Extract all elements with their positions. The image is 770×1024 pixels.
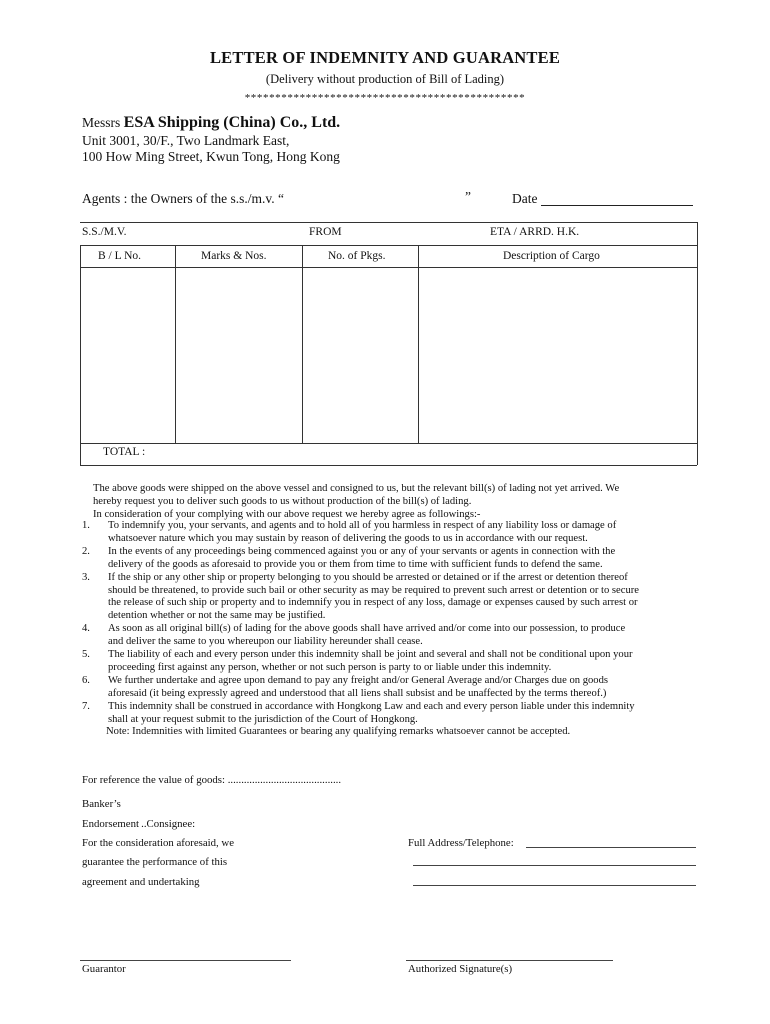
addressee-line (82, 114, 340, 132)
total-label: TOTAL : (103, 446, 146, 458)
separator-stars: ********************************************** (244, 92, 526, 104)
column-divider-1 (175, 245, 176, 443)
full-address-label: Full Address/Telephone: (408, 837, 514, 849)
guarantor-label: Guarantor (82, 963, 126, 975)
table-left-border (80, 245, 81, 465)
address-field-line-2[interactable] (413, 865, 696, 866)
clause-text-line: To indemnify you, your servants, and agents and to hold all of you harmless in respect of any liability loss or damage of (108, 520, 617, 531)
clause-text-line: delivery of the goods as aforesaid to provide you or them from time to time with sufficient funds to defend the same. (108, 558, 603, 570)
clause-text-line: should be threatened, to provide such bail or other security as may be required to prevent such arrest or detention or to secure (108, 584, 639, 596)
table-top-border (80, 222, 697, 223)
intro-line-1: The above goods were shipped on the above vessel and consigned to us, but the relevant bill(s) of lading not yet arrived. We (93, 483, 620, 494)
address-field-line-1[interactable] (526, 847, 696, 848)
clause-text-line: whatsoever nature which you may sustain by reason of delivering the goods to us in accordance with our request. (108, 532, 588, 544)
clause-text-line: aforesaid (it being expressly agreed and understood that all liens shall subsist and be unaffected by the terms thereof.) (108, 687, 607, 699)
header-row-border (80, 267, 697, 268)
endorsement-label: Endorsement ..Consignee: (82, 818, 196, 830)
intro-line-2: hereby request you to deliver such goods to us without production of the bill(s) of lading. (93, 496, 472, 507)
clause-text-line: detention whether or not the same may be justified. (108, 610, 326, 622)
clause-text-line: and deliver the same to you whereupon our liability hereunder shall cease. (108, 636, 423, 648)
total-row-top-border (80, 443, 697, 444)
intro-line-3: In consideration of your complying with our above request we hereby agree as followings:- (93, 509, 481, 520)
messrs-label: Messrs (82, 115, 121, 130)
column-divider-3 (418, 245, 419, 443)
clause-text-line: As soon as all original bill(s) of lading for the above goods shall have arrived and/or come into our possession, to produce (108, 623, 626, 635)
table-right-border (697, 222, 698, 465)
company-name: ESA Shipping (China) Co., Ltd. (123, 114, 341, 131)
address-field-line-3[interactable] (413, 885, 696, 886)
eta-label: ETA / ARRD. H.K. (490, 226, 580, 238)
consideration-line-1: For the consideration aforesaid, we (82, 837, 235, 849)
document-title: LETTER OF INDEMNITY AND GUARANTEE (209, 48, 561, 67)
clause-text-line: shall at your request submit to the jurisdiction of the Court of Hongkong. (108, 713, 418, 725)
clause-text-line: This indemnity shall be construed in accordance with Hongkong Law and each and every person liable under this indemnity (108, 700, 635, 712)
vessel-row-border (80, 245, 697, 246)
authorized-signature-label: Authorized Signature(s) (408, 963, 513, 975)
clause-text-line: the release of such ship or property and to indemnify you in respect of any loss, damage or expenses caused by such arrest or (108, 597, 638, 609)
note-text: Note: Indemnities with limited Guarantees or bearing any qualifying remarks whatsoever cannot be accepted. (106, 726, 571, 737)
column-divider-2 (302, 245, 303, 443)
address-line-1: Unit 3001, 30/F., Two Landmark East, (82, 133, 290, 148)
pkgs-header: No. of Pkgs. (328, 250, 386, 262)
clause-number: 3. (82, 571, 90, 583)
reference-value: For reference the value of goods: .......................................... (82, 774, 342, 786)
consideration-line-3: agreement and undertaking (82, 876, 200, 888)
vessel-close-quote: ” (465, 189, 471, 204)
from-label: FROM (309, 226, 342, 238)
date-label: Date (512, 191, 538, 206)
authorized-signature-line[interactable] (406, 960, 613, 961)
clause-text-line: In the events of any proceedings being commenced against you or any of your servants or agents in connection with the (108, 545, 616, 557)
consideration-line-2: guarantee the performance of this (82, 856, 228, 868)
bankers-label: Banker’s (82, 798, 121, 810)
clause-number: 1. (82, 520, 90, 531)
document-subtitle: (Delivery without production of Bill of Lading) (265, 72, 505, 86)
desc-header: Description of Cargo (503, 250, 600, 262)
ssmv-label: S.S./M.V. (82, 226, 127, 238)
table-bottom-border (80, 465, 697, 466)
bl-no-header: B / L No. (98, 250, 142, 262)
clause-number: 4. (82, 623, 90, 635)
clause-text-line: We further undertake and agree upon demand to pay any freight and/or General Average and/or Charges due on goods (108, 674, 609, 686)
clause-number: 7. (82, 700, 90, 712)
clause-number: 6. (82, 674, 90, 686)
clause-number: 2. (82, 545, 90, 557)
date-field-line[interactable] (541, 205, 693, 206)
marks-header: Marks & Nos. (201, 250, 267, 262)
clause-text-line: If the ship or any other ship or property belonging to you should be arrested or detained or if the arrest or detention thereof (108, 571, 628, 583)
clause-text-line: proceeding first against any person, whether or not such person is party to or liable under this indemnity. (108, 661, 552, 673)
guarantor-signature-line[interactable] (80, 960, 291, 961)
clause-text-line: The liability of each and every person under this indemnity shall be joint and several and shall not be conditional upon your (108, 649, 633, 660)
clause-number: 5. (82, 649, 90, 660)
agents-label: Agents : the Owners of the s.s./m.v. “ (82, 191, 284, 206)
address-line-2: 100 How Ming Street, Kwun Tong, Hong Kong (82, 149, 340, 164)
